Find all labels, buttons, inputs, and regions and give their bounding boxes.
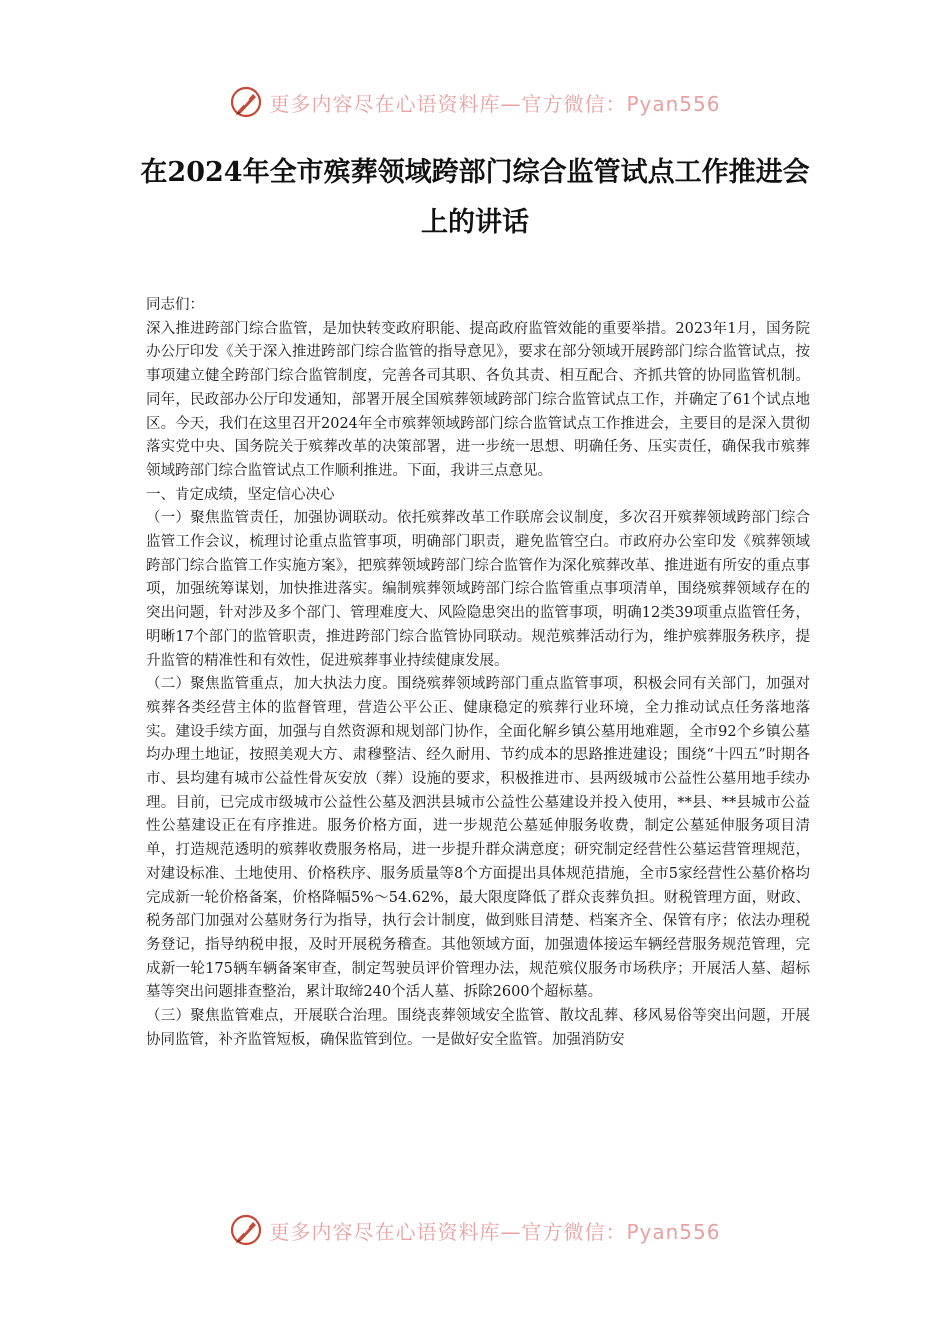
subsection-paragraph-1: （一）聚焦监管责任，加强协调联动。依托殡葬改革工作联席会议制度，多次召开殡葬领域跨部门综合监管工作会议，梳理讨论重点监管事项，明确部门职责，避免监管空白。市政府办公室印发《殡葬领域跨部门综合监管工作实施方案》，把殡葬领域跨部门综合监管作为深化殡葬改革、推进逝有所安的重点事项，加强统筹谋划，加快推进落实。编制殡葬领域跨部门综合监管重点事项清单，围绕殡葬领域存在的突出问题，针对涉及多个部门、管理难度大、风险隐患突出的监管事项，明确12类39项重点监管任务，明晰17个部门的监管职责，推进跨部门综合监管协同联动。规范殡葬活动行为，维护殡葬服务秩序，提升监管的精准性和有效性，促进殡葬事业持续健康发展。 xyxy=(146,510,810,669)
header-banner-group xyxy=(229,85,720,119)
quill-pen-icon xyxy=(229,1213,263,1247)
quill-pen-icon xyxy=(229,85,263,119)
document-body xyxy=(146,294,810,1053)
document-title: 在2024年全市殡葬领域跨部门综合监管试点工作推进会上的讲话 xyxy=(140,157,810,238)
section-heading-1: 一、肯定成绩，坚定信心决心 xyxy=(146,486,335,503)
subsection-paragraph-3: （三）聚焦监管难点，开展联合治理。围绕丧葬领域安全监管、散坟乱葬、移风易俗等突出问题，开展协同监管，补齐监管短板，确保监管到位。一是做好安全监管。加强消防安 xyxy=(146,1008,810,1048)
footer-banner xyxy=(0,1208,950,1252)
footer-banner-group xyxy=(229,1213,720,1247)
footer-banner-text: 更多内容尽在心语资料库—官方微信：Pyan556 xyxy=(269,1219,721,1244)
salutation: 同志们： xyxy=(146,297,204,313)
intro-paragraph: 深入推进跨部门综合监管，是加快转变政府职能、提高政府监管效能的重要举措。2023年1月，国务院办公厅印发《关于深入推进跨部门综合监管的指导意见》，要求在部分领域开展跨部门综合监管试点，按事项建立健全跨部门综合监管制度，完善各司其职、各负其责、相互配合、齐抓共管的协同监管机制。同年，民政部办公厅印发通知，部署开展全国殡葬领域跨部门综合监管试点工作，并确定了61个试点地区。今天，我们在这里召开2024年全市殡葬领域跨部门综合监管试点工作推进会，主要目的是深入贯彻落实党中央、国务院关于殡葬改革的决策部署，进一步统一思想、明确任务、压实责任，确保我市殡葬领域跨部门综合监管试点工作顺利推进。下面，我讲三点意见。 xyxy=(146,320,810,479)
header-banner xyxy=(0,80,950,124)
header-banner-text: 更多内容尽在心语资料库—官方微信：Pyan556 xyxy=(269,91,721,116)
subsection-paragraph-2: （二）聚焦监管重点，加大执法力度。围绕殡葬领域跨部门重点监管事项，积极会同有关部门，加强对殡葬各类经营主体的监督管理，营造公平公正、健康稳定的殡葬行业环境，全力推动试点任务落地落实。建设手续方面，加强与自然资源和规划部门协作，全面化解乡镇公墓用地难题，全市92个乡镇公墓均办理土地证，按照美观大方、肃穆整洁、经久耐用、节约成本的思路推进建设；围绕“十四五”时期各市、县均建有城市公益性骨灰安放（葬）设施的要求，积极推进市、县两级城市公益性公墓用地手续办理。目前，已完成市级城市公益性公墓及泗洪县城市公益性公墓建设并投入使用，**县、**县城市公益性公墓建设正在有序推进。服务价格方面，进一步规范公墓延伸服务收费，制定公墓延伸服务项目清单，打造规范透明的殡葬收费服务格局，进一步提升群众满意度；研究制定经营性公墓运营管理规范，对建设标准、土地使用、价格秩序、服务质量等8个方面提出具体规范措施，全市5家经营性公墓价格均完成新一轮价格备案，价格降幅5%～54.62%，最大限度降低了群众丧葬负担。财税管理方面，财政、税务部门加强对公墓财务行为指导，执行会计制度，做到账目清楚、档案齐全、保管有序；依法办理税务登记，指导纳税申报，及时开展税务稽查。其他领域方面，加强遗体接运车辆经营服务规范管理，完成新一轮175辆车辆备案审查，制定驾驶员评价管理办法，规范殡仪服务市场秩序；开展活人墓、超标墓等突出问题排查整治，累计取缔240个活人墓、拆除2600个超标墓。 xyxy=(146,676,810,1001)
